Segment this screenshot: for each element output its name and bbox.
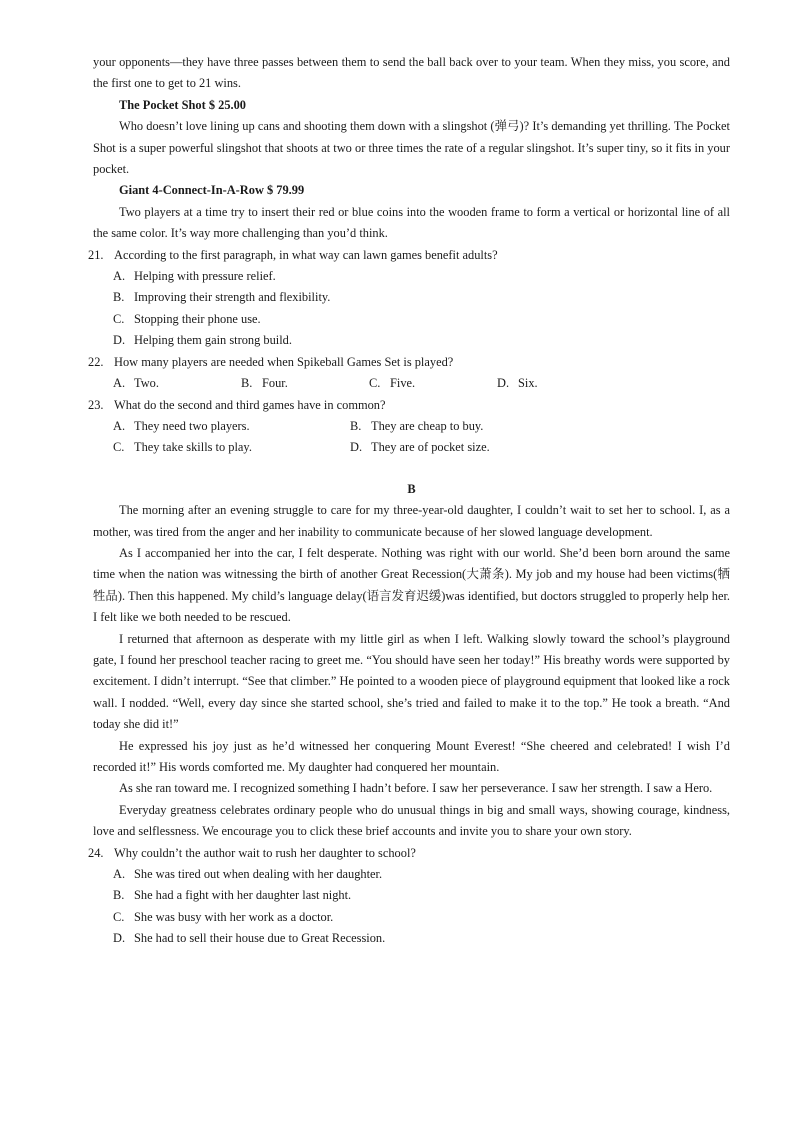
question-number: 22. (88, 354, 104, 369)
passage-b-paragraph-6: Everyday greatness celebrates ordinary people who do unusual things in big and small ways, showing courage, kindness, love and selflessness. We encourage you to click these brief accounts and invite you to share your own story. (93, 802, 730, 839)
item-title-connect-four: Giant 4-Connect-In-A-Row $ 79.99 (119, 183, 305, 198)
passage-b-paragraph-2: As I accompanied her into the car, I felt desperate. Nothing was right with our world. She’d been born around the same time when the nation was witnessing the birth of another Great Recession(大萧条). My job and my house had been victims(牺牲品). Then this happened. My child’s language delay(语言发育迟缓)was identified, but doctors struggled to properly help her. I felt like we both needed to be rescued. (93, 545, 730, 625)
option-a: A. Two. (113, 376, 159, 391)
option-d: D. Six. (497, 376, 538, 391)
options-row (93, 437, 730, 458)
option-b: B. They are cheap to buy. (350, 418, 484, 433)
passage-b-paragraph-1: The morning after an evening struggle to care for my three-year-old daughter, I couldn’t wait to set her to school. I, as a mother, was tired from the anger and her inability to communicate because of her slowed language development. (93, 503, 730, 539)
passage-b-paragraph-5: As she ran toward me. I recognized something I hadn’t before. I saw her perseverance. I saw her strength. I saw a Hero. (119, 781, 713, 796)
question-22 (88, 352, 730, 395)
question-24 (88, 843, 730, 950)
question-number: 23. (88, 397, 104, 412)
option-b: B. She had a fight with her daughter last night. (113, 888, 352, 903)
item-title-pocket-shot: The Pocket Shot $ 25.00 (119, 97, 247, 112)
option-d: D. Helping them gain strong build. (113, 333, 292, 348)
option-c: C. Five. (369, 376, 416, 391)
option-c: C. Stopping their phone use. (113, 311, 261, 326)
option-a: A. Helping with pressure relief. (113, 269, 276, 284)
question-stem: According to the first paragraph, in what way can lawn games benefit adults? (114, 247, 498, 262)
question-number: 24. (88, 845, 104, 860)
option-d: D. She had to sell their house due to Great Recession. (113, 931, 386, 946)
options-row (93, 416, 730, 437)
question-number: 21. (88, 247, 104, 262)
option-b: B. Improving their strength and flexibility. (113, 290, 331, 305)
passage-b-paragraph-3: I returned that afternoon as desperate with my little girl as when I left. Walking slowly toward the school’s playground gate, I found her preschool teacher racing to greet me. “You should have seen her today!” His breathy words were supported by excitement. I didn’t interrupt. “See that climber.” He pointed to a wooden piece of playground equipment that looked like a rock wall. I nodded. “Well, every day since she started school, she’s tried and failed to make it to the top.” He took a breath. “And today she did it!” (93, 631, 730, 732)
section-heading-b: B (407, 481, 416, 496)
passage-b-paragraph-4: He expressed his joy just as he’d witnessed her conquering Mount Everest! “She cheered and celebrated! I wish I’d recorded it!” His words comforted me. My daughter had conquered her mountain. (93, 738, 730, 774)
option-a: A. She was tired out when dealing with her daughter. (113, 867, 383, 882)
item-text-pocket-shot: Who doesn’t love lining up cans and shooting them down with a slingshot (弹弓)? It’s demanding yet thrilling. The Pocket Shot is a super powerful slingshot that shoots at two or three times the rate of a regular slingshot. It’s super tiny, so it fits in your pocket. (93, 119, 730, 177)
option-a: A. They need two players. (113, 418, 250, 433)
question-stem: How many players are needed when Spikeball Games Set is played? (114, 354, 454, 369)
option-d: D. They are of pocket size. (350, 440, 490, 455)
item-text-connect-four: Two players at a time try to insert their red or blue coins into the wooden frame to form a vertical or horizontal line of all the same color. It’s way more challenging than you’d think. (93, 204, 730, 241)
question-23 (88, 395, 730, 459)
question-stem: Why couldn’t the author wait to rush her daughter to school? (114, 845, 416, 860)
question-21 (88, 245, 730, 352)
question-stem: What do the second and third games have in common? (114, 397, 386, 412)
option-b: B. Four. (241, 376, 288, 391)
exam-page (88, 52, 730, 950)
option-c: C. They take skills to play. (113, 440, 252, 455)
passage-a-continuation: your opponents—they have three passes between them to send the ball back over to your team. When they miss, you score, and the first one to get to 21 wins. (93, 55, 730, 91)
option-c: C. She was busy with her work as a doctor. (113, 909, 334, 924)
options-row (93, 373, 730, 394)
